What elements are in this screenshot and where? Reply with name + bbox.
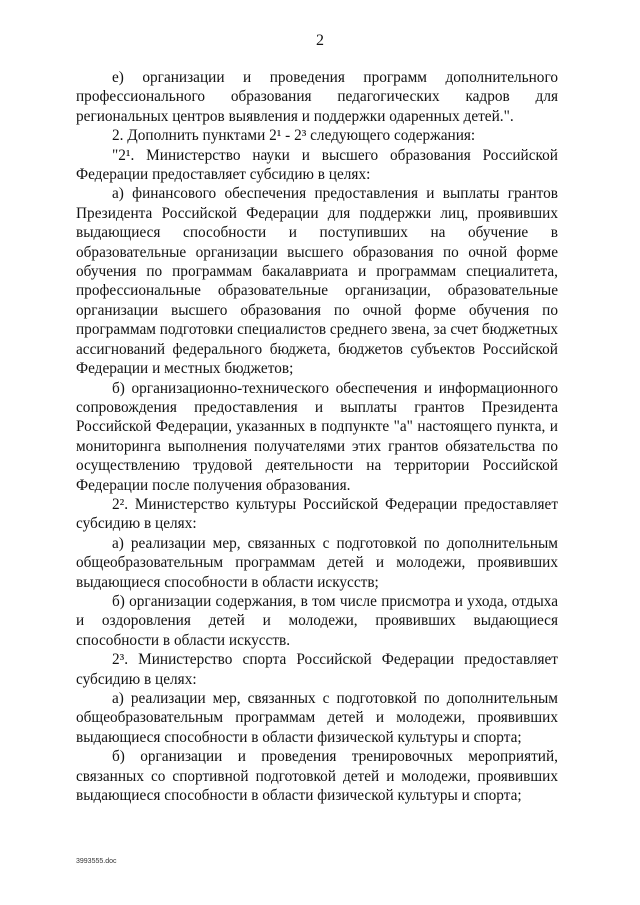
paragraph-2-3-a: а) реализации мер, связанных с подготовкой по дополнительным общеобразовательным программам детей и молодежи, проявивших выдающиеся способности в области физической культуры и спорта;	[76, 690, 558, 746]
paragraph-2-3-b: б) организации и проведения тренировочных мероприятий, связанных со спортивной подготовкой детей и молодежи, проявивших выдающиеся способности в области физической культуры и спорта;	[76, 748, 558, 805]
paragraph-2-2-b: б) организации содержания, в том числе присмотра и ухода, отдыха и оздоровления детей и молодежи, проявивших выдающиеся способности в области искусств.	[76, 592, 558, 649]
paragraph-2-2-intro: 2². Министерство культуры Российской Федерации предоставляет субсидию в целях:	[76, 495, 558, 533]
paragraph-2-1-a: а) финансового обеспечения предоставления и выплаты грантов Президента Российской Федерации для поддержки лиц, проявивших выдающиеся способности и поступивших на обучение в образовательные организации высшего образования по очной форме обучения по программам бакалавриата и программам специалитета, профессиональные образовательные организации, образовательные организации высшего образования по очной форме обучения по программам подготовки специалистов среднего звена, за счет бюджетных ассигнований федерального бюджета, бюджетов субъектов Российской Федерации и местных бюджетов;	[76, 185, 558, 378]
paragraph-item-2: 2. Дополнить пунктами 2¹ - 2³ следующего содержания:	[112, 127, 476, 145]
paragraph-item-e: е) организации и проведения программ дополнительного профессионального образования педагогических кадров для региональных центров выявления и поддержки одаренных детей.".	[76, 69, 558, 125]
paragraph-2-2-a: а) реализации мер, связанных с подготовкой по дополнительным общеобразовательным программам детей и молодежи, проявивших выдающиеся способности в области искусств;	[76, 534, 558, 591]
document-body	[76, 68, 558, 805]
page-number: 2	[316, 32, 324, 49]
paragraph-2-3-intro: 2³. Министерство спорта Российской Федерации предоставляет субсидию в целях:	[76, 651, 558, 688]
paragraph-2-1-intro: "2¹. Министерство науки и высшего образования Российской Федерации предоставляет субсидию в целях:	[76, 146, 558, 184]
footer-filename: 3993555.doc	[76, 858, 117, 865]
paragraph-2-1-b: б) организационно-технического обеспечения и информационного сопровождения предоставления и выплаты грантов Президента Российской Федерации, указанных в подпункте "а" настоящего пункта, и мониторинга выполнения получателями этих грантов обязательства по осуществлению трудовой деятельности на территории Российской Федерации после получения образования.	[76, 379, 558, 494]
